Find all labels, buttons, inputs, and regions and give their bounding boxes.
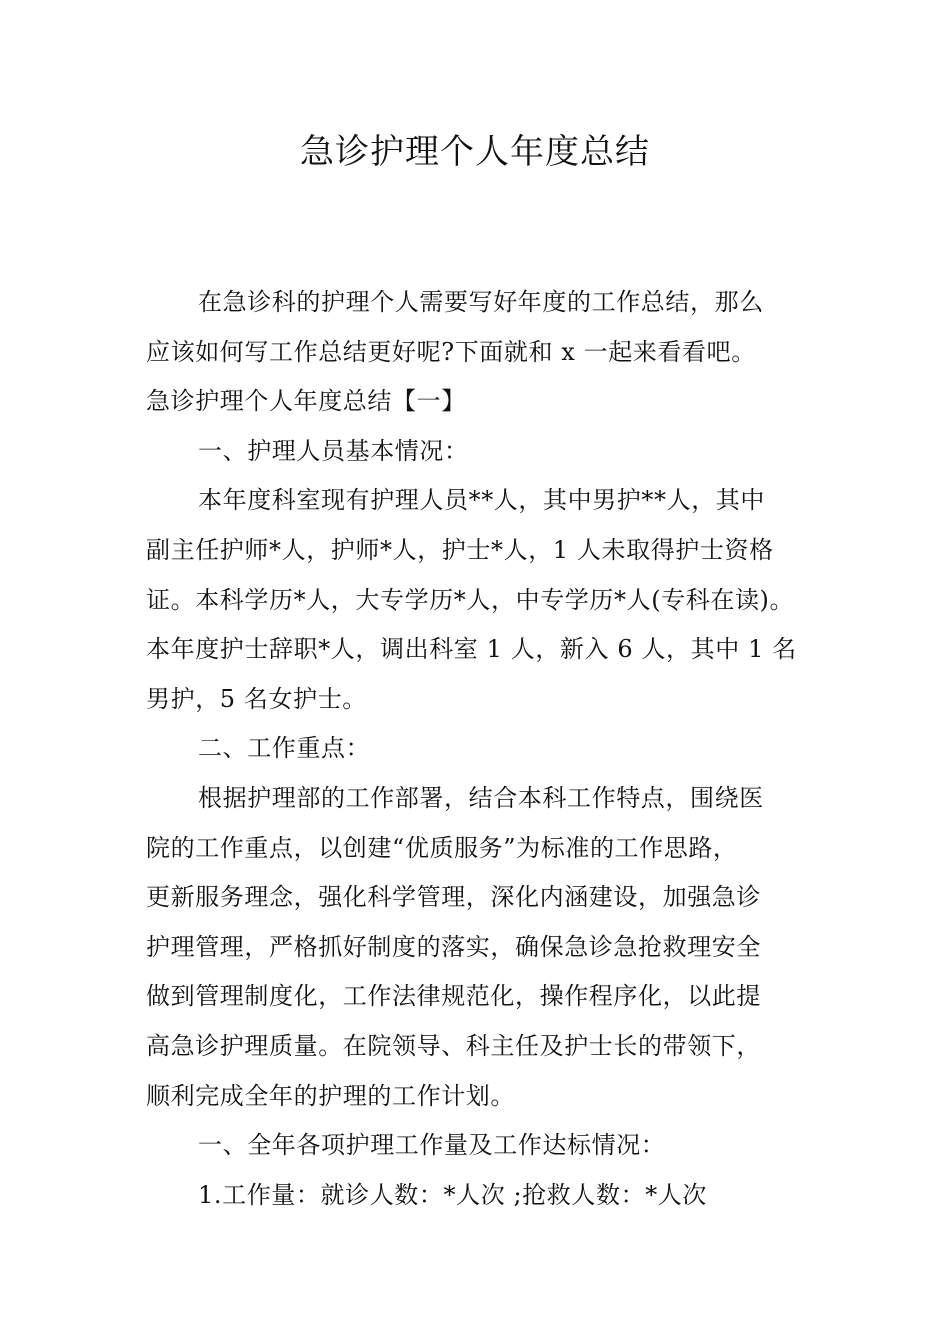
- paragraph-line: 根据护理部的工作部署，结合本科工作特点，围绕医: [198, 783, 764, 812]
- paragraph-line: 应该如何写工作总结更好呢?下面就和 x 一起来看看吧。: [146, 337, 756, 366]
- document-title: 急诊护理个人年度总结: [300, 132, 650, 172]
- paragraph-line: 证。本科学历*人，大专学历*人，中专学历*人(专科在读)。: [146, 585, 795, 614]
- paragraph-line: 顺利完成全年的护理的工作计划。: [146, 1081, 515, 1110]
- paragraph-line: 男护，5 名女护士。: [146, 684, 367, 713]
- subsection-heading: 一、护理人员基本情况：: [198, 436, 469, 465]
- subsection-heading: 二、工作重点：: [198, 734, 371, 763]
- paragraph-line: 院的工作重点，以创建“优质服务”为标准的工作思路，: [146, 833, 738, 862]
- paragraph-line: 1.工作量：就诊人数：*人次 ;抢救人数：*人次: [198, 1180, 708, 1209]
- paragraph-line: 在急诊科的护理个人需要写好年度的工作总结，那么: [198, 288, 764, 316]
- paragraph-line: 做到管理制度化，工作法律规范化，操作程序化，以此提: [146, 982, 761, 1011]
- paragraph-line: 更新服务理念，强化科学管理，深化内涵建设，加强急诊: [146, 883, 761, 912]
- section-heading: 急诊护理个人年度总结【一】: [146, 387, 466, 416]
- paragraph-line: 护理管理，严格抓好制度的落实，确保急诊急抢救理安全: [146, 932, 761, 961]
- subsection-heading: 一、全年各项护理工作量及工作达标情况：: [198, 1131, 666, 1160]
- paragraph-line: 本年度科室现有护理人员**人，其中男护**人，其中: [198, 486, 765, 515]
- document-body: [146, 278, 846, 1220]
- paragraph-line: 副主任护师*人，护师*人，护士*人，1 人未取得护士资格: [146, 535, 774, 564]
- paragraph-line: 高急诊护理质量。在院领导、科主任及护士长的带领下，: [146, 1031, 761, 1060]
- paragraph-line: 本年度护士辞职*人，调出科室 1 人，新入 6 人，其中 1 名: [146, 635, 797, 664]
